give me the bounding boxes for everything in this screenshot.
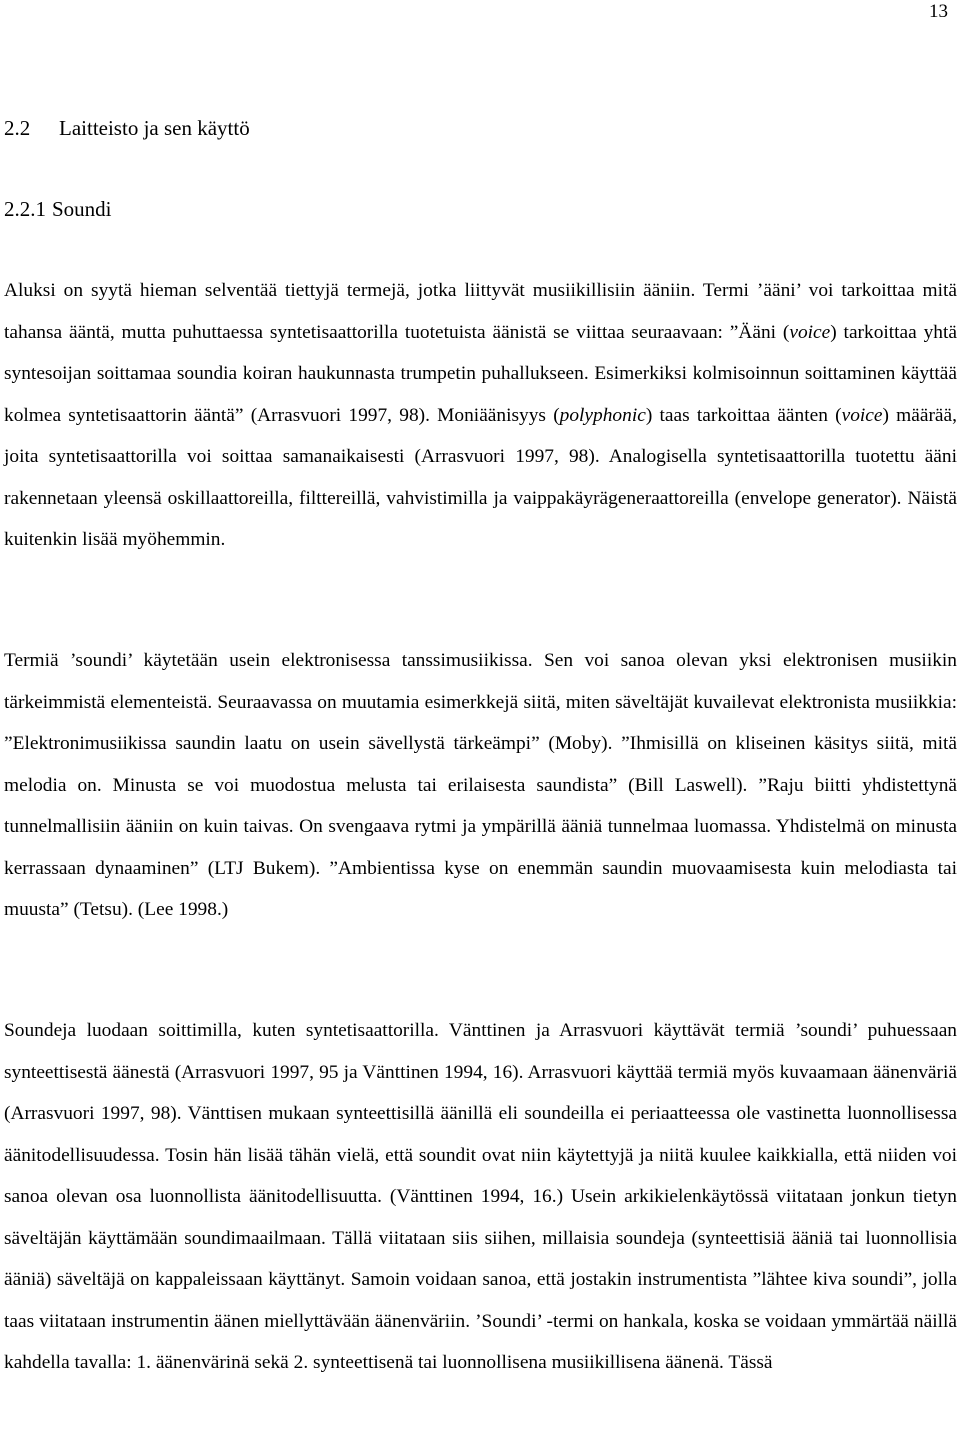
- paragraph-intro: [4, 270, 957, 561]
- term-polyphonic: polyphonic: [559, 404, 646, 426]
- paragraph-text: ) taas tarkoittaa äänten (: [645, 404, 842, 426]
- paragraph-soundi-term: Termiä ’soundi’ käytetään usein elektronisessa tanssimusiikissa. Sen voi sanoa olevan yksi elektronisen musiikin tärkeimmistä elementeistä. Seuraavassa on muutamia esimerkkejä siitä, miten säveltäjät kuvailevat elektronista musiikkia: ”Elektronimusiikissa saundin laatu on usein sävellystä tärkeämpi” (Moby). ”Ihmisillä on kliseinen käsitys siitä, mitä melodia on. Minusta se voi muodostua melusta tai erilaisesta saundista” (Bill Laswell). ”Raju biitti yhdistettynä tunnelmallisiin ääniin on kuin taivas. On svengaava rytmi ja ympärillä ääniä tunnelmaa luomassa. Yhdistelmä on minusta kerrassaan dynaaminen” (LTJ Bukem). ”Ambientissa kyse on enemmän saundin muovaamisesta kuin melodiasta tai muusta” (Tetsu). (Lee 1998.): [4, 650, 957, 920]
- section-number: 2.2: [4, 116, 31, 140]
- subsection-title: Soundi: [52, 197, 112, 221]
- subsection-heading: [4, 196, 112, 222]
- paragraph-text: Aluksi on syytä hieman selventää tiettyjä termejä, jotka liittyvät musiikillisiin ääniin. Termi ’ääni’ voi tarkoittaa mitä tahansa ääntä, mutta puhuttaessa syntetisaattorilla tuotetuista äänistä se viittaa seuraavaan: ”Ääni (: [4, 280, 957, 343]
- section-title: Laitteisto ja sen käyttö: [59, 116, 250, 140]
- term-voice: voice: [841, 404, 883, 426]
- paragraph-soundeja: Soundeja luodaan soittimilla, kuten syntetisaattorilla. Vänttinen ja Arrasvuori käyttävät termiä ’soundi’ puhuessaan synteettisestä äänestä (Arrasvuori 1997, 95 ja Vänttinen 1994, 16). Arrasvuori käyttää termiä myös kuvaamaan äänenväriä (Arrasvuori 1997, 98). Vänttisen mukaan synteettisillä äänillä eli soundeilla ei periaatteessa ole vastinetta luonnollisessa äänitodellisuudessa. Tosin hän lisää tähän vielä, että soundit ovat niin käytettyjä ja niitä kuulee kaikkialla, että niiden voi sanoa olevan osa luonnollista äänitodellisuutta. (Vänttinen 1994, 16.) Usein arkikielenkäytössä viitataan jonkun tietyn säveltäjän käyttämään soundimaailmaan. Tällä viitataan siis siihen, millaisia soundeja (synteettisiä ääniä tai luonnollisia ääniä) säveltäjä on kappaleissaan käyttänyt. Samoin voidaan sanoa, että jostakin instrumentista ”lähtee kiva soundi”, jolla taas viitataan instrumentin äänen miellyttävään äänenväriin. ’Soundi’ -termi on hankala, koska se voidaan ymmärtää näillä kahdella tavalla: 1. äänenvärinä sekä 2. synteettisenä tai luonnollisena musiikillisena äänenä. Tässä: [4, 1020, 957, 1373]
- page-number: 13: [929, 1, 948, 22]
- paragraph-text: ) määrää, joita syntetisaattorilla voi soittaa samanaikaisesti (Arrasvuori 1997, 98). Analogisella syntetisaattorilla tuotettu ääni rakennetaan yleensä oskillaattoreilla, filttereillä, vahvistimilla ja vaippakäyrägeneraattoreilla (envelope generator). Näistä kuitenkin lisää myöhemmin.: [4, 404, 957, 550]
- subsection-number: 2.2.1: [4, 197, 46, 221]
- term-voice: voice: [789, 321, 831, 343]
- paragraph-text: ) tarkoittaa yhtä syntesoijan soittamaa soundia koiran haukunnasta trumpetin puhallukseen. Esimerkiksi kolmisoinnun soittaminen käyttää kolmea syntetisaattorin ääntä” (Arrasvuori 1997, 98). Moniäänisyys (: [4, 321, 957, 426]
- section-heading: [4, 115, 250, 141]
